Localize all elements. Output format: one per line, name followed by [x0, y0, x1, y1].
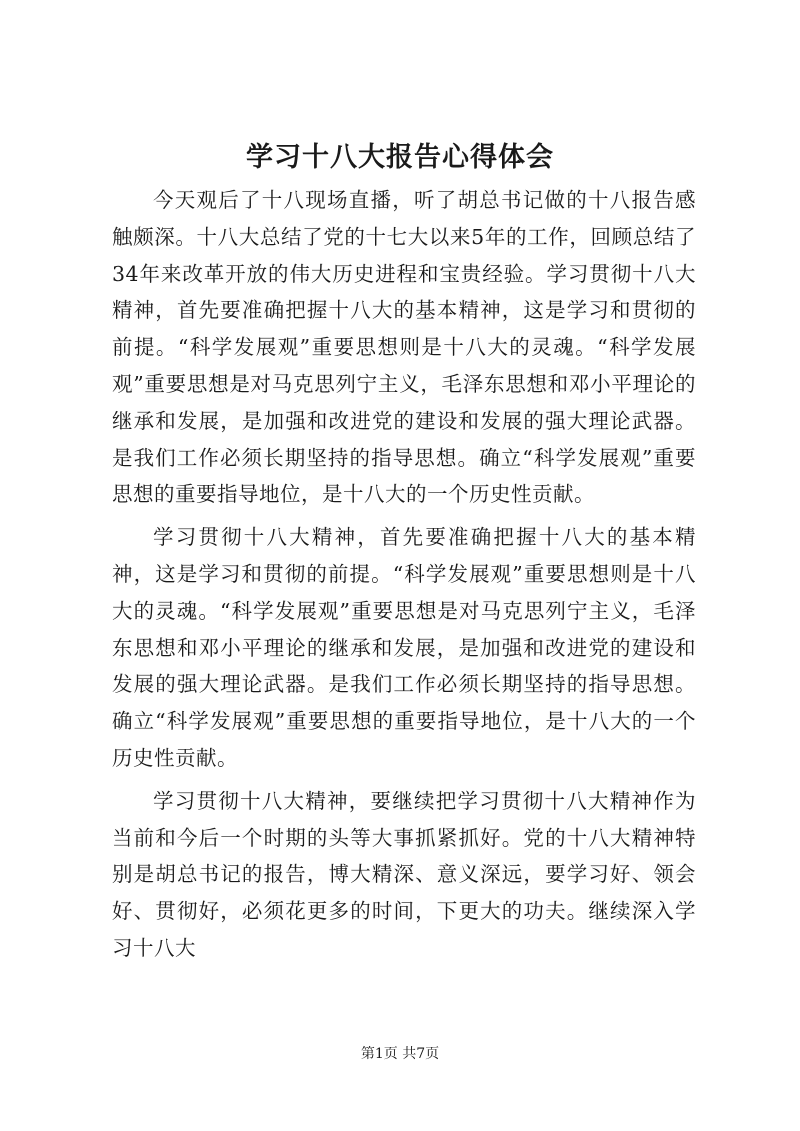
paragraph-1: 今天观后了十八现场直播，听了胡总书记做的十八报告感触颇深。十八大总结了党的十七大以来5年的工作，回顾总结了34年来改革开放的伟大历史进程和宝贵经验。学习贯彻十八大精神，首先要准确把握十八大的基本精神，这是学习和贯彻的前提。“科学发展观”重要思想则是十八大的灵魂。“科学发展观”重要思想是对马克思列宁主义，毛泽东思想和邓小平理论的继承和发展，是加强和改进党的建设和发展的强大理论武器。是我们工作必须长期坚持的指导思想。确立“科学发展观”重要思想的重要指导地位，是十八大的一个历史性贡献。	[112, 188, 696, 507]
paragraph-3: 学习贯彻十八大精神，要继续把学习贯彻十八大精神作为当前和今后一个时期的头等大事抓紧抓好。党的十八大精神特别是胡总书记的报告，博大精深、意义深远，要学习好、领会好、贯彻好，必须花更多的时间，下更大的功夫。继续深入学习十八大	[112, 788, 696, 960]
document-title: 学习十八大报告心得体会	[246, 142, 554, 173]
document-body	[112, 182, 696, 973]
paragraph-2: 学习贯彻十八大精神，首先要准确把握十八大的基本精神，这是学习和贯彻的前提。“科学发展观”重要思想则是十八大的灵魂。“科学发展观”重要思想是对马克思列宁主义，毛泽东思想和邓小平理论的继承和发展，是加强和改进党的建设和发展的强大理论武器。是我们工作必须长期坚持的指导思想。确立“科学发展观”重要思想的重要指导地位，是十八大的一个历史性贡献。	[112, 525, 696, 770]
page-footer: 第1页 共7页	[360, 1046, 440, 1062]
